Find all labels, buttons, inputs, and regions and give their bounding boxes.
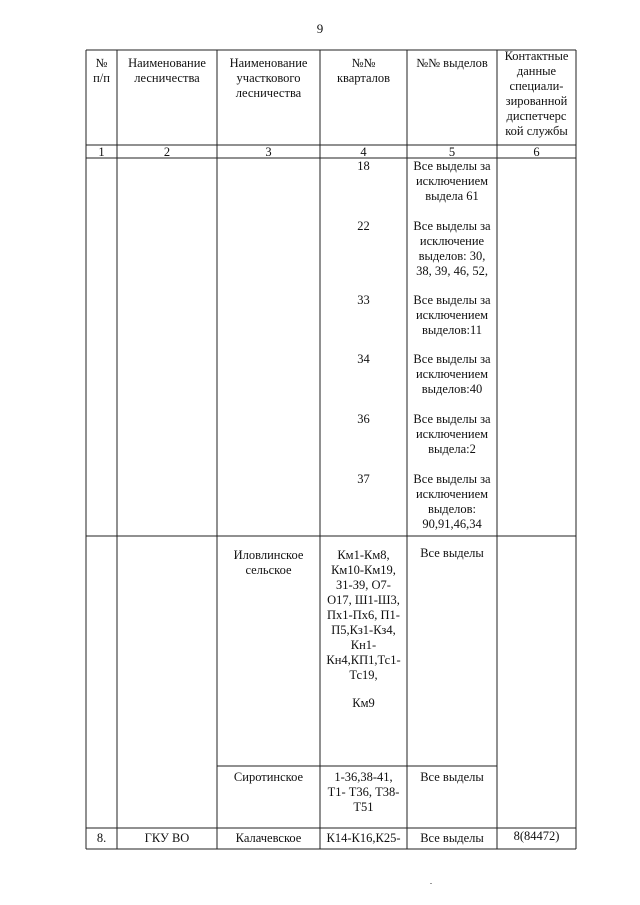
- header-vydely: №№ выделов: [416, 56, 488, 70]
- kvartal-cell: 33: [357, 293, 370, 307]
- vydel-cell: Все выделы за исключением выдела:2: [413, 412, 491, 456]
- uchastok-cell: Сиротинское: [233, 770, 304, 784]
- kvartal-cell: 22: [357, 219, 370, 233]
- col-number: 2: [163, 145, 171, 159]
- row-number: 8.: [96, 831, 107, 845]
- uchastok-cell: Калачевское: [235, 831, 302, 845]
- vydel-cell: Все выделы за исключением выделов: 90,91,46,34: [413, 472, 491, 531]
- uchastok-cell: Иловлинское сельское: [233, 548, 304, 577]
- col-number: 1: [98, 145, 105, 159]
- header-num: № п/п: [93, 56, 110, 85]
- vydely-cell: Все выделы: [420, 546, 484, 560]
- lesnichestvo-cell: ГКУ ВО: [144, 831, 190, 845]
- header-lesnichestvo: Наименование лесничества: [128, 56, 206, 85]
- header-contacts: Контактные данные специали- зированной диспетчерс кой службы: [504, 49, 569, 138]
- kvartal-cell: 18: [357, 159, 370, 173]
- header-kvartaly: №№ кварталов: [336, 56, 391, 85]
- col-number: 4: [360, 145, 367, 159]
- scan-speck: [430, 883, 432, 884]
- kvartaly-cell: 1-36,38-41, Т1- Т36, Т38- Т51: [327, 770, 400, 814]
- header-uchastok: Наименование участкового лесничества: [229, 56, 308, 100]
- kvartal-cell: 37: [357, 472, 370, 486]
- page-number: 9: [316, 21, 324, 36]
- vydely-cell: Все выделы: [420, 770, 484, 784]
- col-number: 3: [265, 145, 272, 159]
- vydel-cell: Все выделы за исключение выделов: 30, 38, 39, 46, 52,: [413, 219, 491, 278]
- col-number: 6: [533, 145, 540, 159]
- vydel-cell: Все выделы за исключением выделов:11: [413, 293, 491, 337]
- kvartaly-cell: К14-К16,К25-: [326, 831, 401, 845]
- vydel-cell: Все выделы за исключением выделов:40: [413, 352, 491, 396]
- contact-cell: 8(84472): [513, 829, 560, 843]
- vydely-cell: Все выделы: [420, 831, 484, 845]
- kvartal-cell: 34: [357, 352, 370, 366]
- kvartaly-cell: Км1-Км8, Км10-Км19, З1-З9, О7- О17, Ш1-Ш3, Пх1-Пх6, П1- П5,Кз1-Кз4, Кн1- Кн4,КП1,Тс1- Тс19,: [326, 548, 401, 682]
- col-number: 5: [448, 145, 456, 159]
- kvartal-cell: 36: [357, 412, 370, 426]
- vydel-cell: Все выделы за исключением выдела 61: [413, 159, 491, 203]
- kvartaly-extra-cell: Км9: [352, 696, 375, 710]
